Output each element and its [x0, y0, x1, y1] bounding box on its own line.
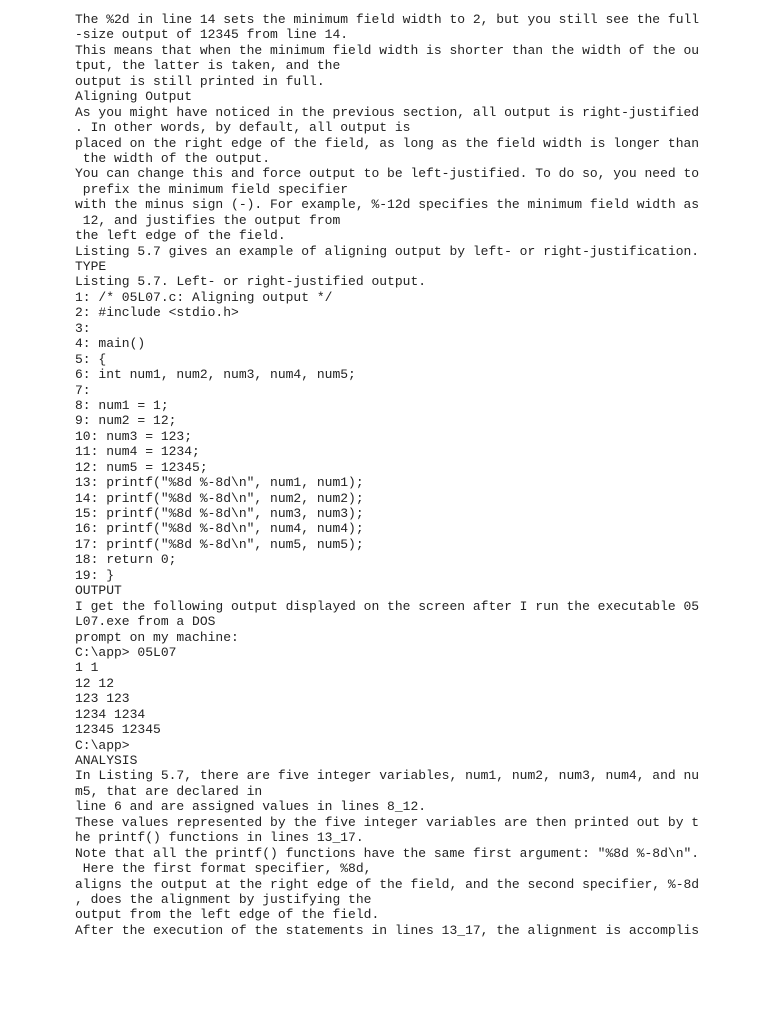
output-label: OUTPUT — [75, 583, 122, 599]
console-line: 12345 12345 — [75, 722, 161, 738]
code-line: 6: int num1, num2, num3, num4, num5; — [75, 367, 356, 383]
code-line: 8: num1 = 1; — [75, 397, 169, 413]
code-line: 16: printf("%8d %-8d\n", num4, num4); — [75, 521, 364, 537]
text-line: with the minus sign (-). For example, %-12d specifies the minimum field width as — [75, 197, 700, 213]
text-line: As you might have noticed in the previous section, all output is right-justified — [75, 104, 700, 120]
console-line: C:\app> 05L07 — [75, 644, 177, 660]
text-line: the left edge of the field. — [75, 228, 286, 244]
text-line: line 6 and are assigned values in lines 8_12. — [75, 799, 427, 815]
type-label: TYPE — [75, 259, 107, 274]
text-line: , does the alignment by justifying the — [75, 891, 372, 907]
console-line: 123 123 — [75, 691, 130, 707]
code-line: 18: return 0; — [75, 552, 177, 568]
text-line: the width of the output. — [75, 150, 271, 166]
code-line: 14: printf("%8d %-8d\n", num2, num2); — [75, 490, 364, 506]
code-line: 11: num4 = 1234; — [75, 444, 200, 460]
console-line: 1234 1234 — [75, 706, 146, 722]
text-line: Listing 5.7 gives an example of aligning output by left- or right-justification. — [75, 243, 700, 259]
text-line: output is still printed in full. — [75, 73, 325, 89]
code-line: 13: printf("%8d %-8d\n", num1, num1); — [75, 475, 364, 491]
text-line: After the execution of the statements in lines 13_17, the alignment is accomplis — [75, 922, 700, 938]
text-line: 12, and justifies the output from — [75, 212, 341, 228]
text-line: I get the following output displayed on the screen after I run the executable 05 — [75, 598, 700, 614]
code-line: 9: num2 = 12; — [75, 413, 177, 429]
code-line: 4: main() — [75, 336, 146, 352]
section-heading: Aligning Output — [75, 89, 193, 105]
code-line: 3: — [75, 320, 91, 336]
text-line: prompt on my machine: — [75, 629, 239, 645]
code-line: 2: #include <stdio.h> — [75, 305, 239, 321]
text-line: Here the first format specifier, %8d, — [75, 861, 372, 877]
text-line: he printf() functions in lines 13_17. — [75, 830, 364, 846]
text-line: m5, that are declared in — [75, 783, 263, 799]
text-line: L07.exe from a DOS — [75, 614, 216, 630]
console-line: 1 1 — [75, 660, 99, 676]
code-line: 19: } — [75, 567, 115, 583]
code-line: 1: /* 05L07.c: Aligning output */ — [75, 289, 333, 305]
listing-caption: Listing 5.7. Left- or right-justified output. — [75, 274, 427, 290]
text-line: -size output of 12345 from line 14. — [75, 27, 349, 43]
text-line: You can change this and force output to be left-justified. To do so, you need to — [75, 166, 700, 182]
code-line: 5: { — [75, 351, 107, 367]
text-line: aligns the output at the right edge of the field, and the second specifier, %-8d — [75, 876, 700, 892]
code-line: 15: printf("%8d %-8d\n", num3, num3); — [75, 506, 364, 521]
document-page — [75, 12, 755, 938]
code-line: 7: — [75, 382, 91, 398]
text-line: These values represented by the five integer variables are then printed out by t — [75, 814, 700, 830]
code-line: 10: num3 = 123; — [75, 428, 193, 444]
text-line: output from the left edge of the field. — [75, 907, 380, 923]
text-line: The %2d in line 14 sets the minimum field width to 2, but you still see the full — [75, 12, 700, 27]
text-line: This means that when the minimum field width is shorter than the width of the ou — [75, 42, 700, 58]
console-line: C:\app> — [75, 737, 130, 753]
code-line: 17: printf("%8d %-8d\n", num5, num5); — [75, 536, 364, 552]
analysis-label: ANALYSIS — [75, 753, 138, 768]
text-line: placed on the right edge of the field, as long as the field width is longer than — [75, 135, 700, 151]
text-line: In Listing 5.7, there are five integer variables, num1, num2, num3, num4, and nu — [75, 768, 700, 784]
text-line: . In other words, by default, all output is — [75, 120, 411, 136]
code-line: 12: num5 = 12345; — [75, 459, 208, 475]
console-line: 12 12 — [75, 675, 115, 691]
text-line: prefix the minimum field specifier — [75, 181, 349, 197]
text-line: Note that all the printf() functions have the same first argument: "%8d %-8d\n". — [75, 845, 700, 861]
text-line: tput, the latter is taken, and the — [75, 58, 341, 74]
